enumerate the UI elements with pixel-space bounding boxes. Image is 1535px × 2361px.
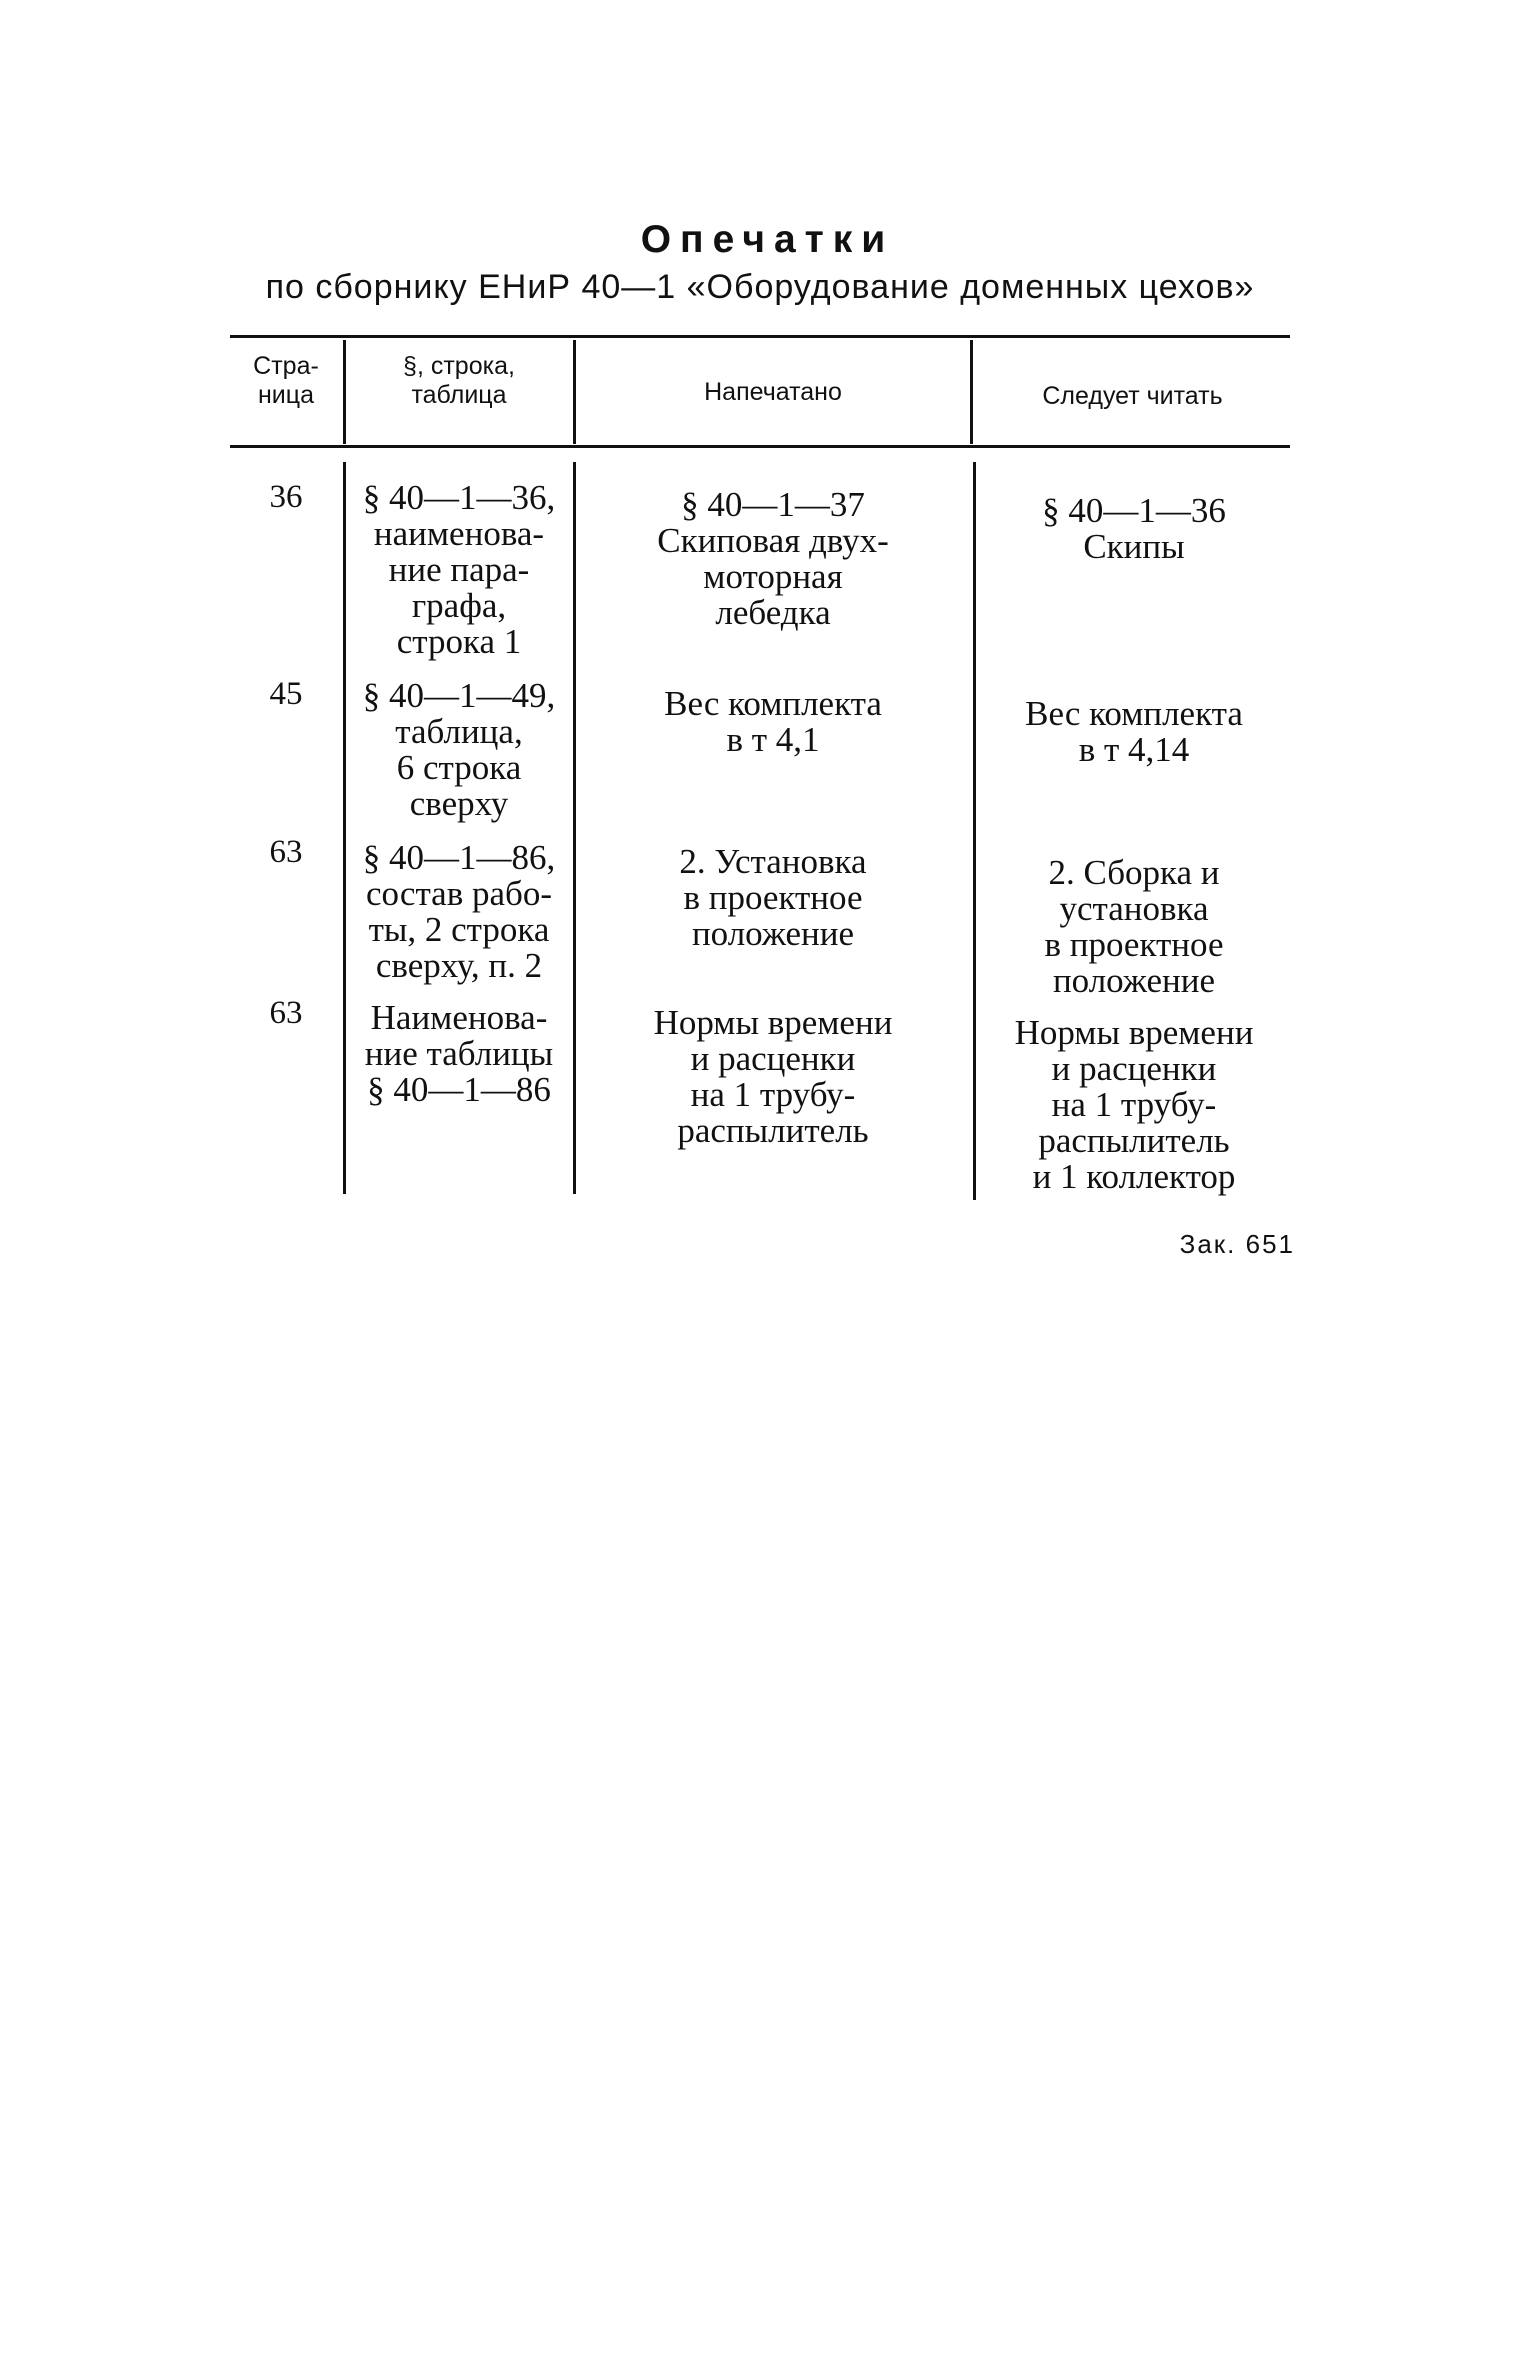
row-3-page: 63 xyxy=(269,834,303,870)
column-divider-2-head xyxy=(573,340,576,444)
row-4-printed-line: распылитель xyxy=(677,1111,869,1150)
row-4-printed-line: Нормы времени xyxy=(653,1003,893,1042)
row-1-page: 36 xyxy=(269,479,303,515)
header-section xyxy=(348,352,570,410)
row-4-printed-line: на 1 трубу- xyxy=(690,1075,856,1114)
row-3-printed-line: положение xyxy=(691,914,855,953)
row-4-section-line: Наименова- xyxy=(370,998,548,1037)
row-3-section-line: сверху, п. 2 xyxy=(375,946,543,985)
row-1-printed-line: моторная xyxy=(703,557,843,596)
header-page-line: Стра- xyxy=(253,352,319,380)
header-section-line: таблица xyxy=(411,381,507,409)
document-title: Опечатки xyxy=(640,218,895,261)
row-4-correct xyxy=(978,1015,1290,1195)
table-header-rule xyxy=(230,445,1290,448)
header-page-line: ница xyxy=(258,381,314,409)
row-4-printed-line: и расценки xyxy=(690,1039,856,1078)
row-4-correct-line: Нормы времени xyxy=(1014,1013,1254,1052)
header-page xyxy=(232,352,340,410)
row-2-section xyxy=(346,678,572,822)
row-3-printed-line: в проектное xyxy=(683,878,863,917)
row-2-printed-line: в т 4,1 xyxy=(726,720,820,759)
row-1-section-line: строка 1 xyxy=(396,622,522,661)
row-3-printed xyxy=(578,844,968,952)
row-1-correct xyxy=(978,493,1290,565)
row-2-section-line: 6 строка xyxy=(396,748,522,787)
row-1-printed xyxy=(578,487,968,631)
row-3-correct-line: 2. Сборка и xyxy=(1048,853,1220,892)
row-4-section-line: ние таблицы xyxy=(364,1034,554,1073)
column-divider-3-head xyxy=(970,340,973,444)
row-1-section xyxy=(346,480,572,660)
row-1-section-line: § 40—1—36, xyxy=(362,478,556,517)
row-1-section-line: ние пара- xyxy=(388,550,530,589)
header-printed xyxy=(578,378,968,407)
header-section-line: §, строка, xyxy=(403,352,515,380)
header-printed-line: Напечатано xyxy=(704,378,842,406)
row-4-correct-line: на 1 трубу- xyxy=(1051,1085,1217,1124)
row-3-correct xyxy=(978,855,1290,999)
document-subtitle: по сборнику ЕНиР 40—1 «Оборудование доменных цехов» xyxy=(265,268,1255,306)
row-2-page: 45 xyxy=(269,676,303,712)
header-correct-line: Следует читать xyxy=(1042,382,1223,410)
column-divider-1-head xyxy=(343,340,346,444)
row-1-printed-line: Скиповая двух- xyxy=(657,521,889,560)
row-3-correct-line: установка xyxy=(1059,889,1209,928)
row-4-printed xyxy=(578,1005,968,1149)
row-4-section xyxy=(346,1000,572,1108)
row-3-section-line: § 40—1—86, xyxy=(362,838,556,877)
row-1-printed-line: § 40—1—37 xyxy=(681,485,865,524)
row-2-correct-line: в т 4,14 xyxy=(1078,730,1190,769)
row-4-correct-line: и расценки xyxy=(1051,1049,1217,1088)
table-top-rule xyxy=(230,335,1290,338)
row-1-section-line: графа, xyxy=(411,586,507,625)
row-2-correct-line: Вес комплекта xyxy=(1025,694,1243,733)
column-divider-3 xyxy=(973,462,976,1200)
row-4-section-line: § 40—1—86 xyxy=(367,1070,551,1109)
row-3-section-line: состав рабо- xyxy=(366,874,552,913)
row-2-section-line: таблица, xyxy=(395,712,523,751)
row-4-correct-line: распылитель xyxy=(1038,1121,1230,1160)
row-2-printed-line: Вес комплекта xyxy=(664,684,882,723)
row-2-section-line: сверху xyxy=(409,784,509,823)
header-correct xyxy=(975,382,1290,411)
row-3-section xyxy=(346,840,572,984)
row-3-printed-line: 2. Установка xyxy=(679,842,867,881)
row-4-correct-line: и 1 коллектор xyxy=(1032,1157,1236,1196)
row-1-correct-line: Скипы xyxy=(1083,527,1185,566)
row-3-correct-line: в проектное xyxy=(1044,925,1224,964)
row-1-correct-line: § 40—1—36 xyxy=(1042,491,1226,530)
row-3-section-line: ты, 2 строка xyxy=(368,910,550,949)
row-4-page: 63 xyxy=(269,995,303,1031)
order-number: Зак. 651 xyxy=(1179,1229,1295,1259)
row-1-printed-line: лебедка xyxy=(715,593,831,632)
row-2-correct xyxy=(978,696,1290,768)
row-2-printed xyxy=(578,686,968,758)
column-divider-2 xyxy=(573,462,576,1194)
row-2-section-line: § 40—1—49, xyxy=(362,676,556,715)
row-1-section-line: наименова- xyxy=(373,514,545,553)
row-3-correct-line: положение xyxy=(1052,961,1216,1000)
